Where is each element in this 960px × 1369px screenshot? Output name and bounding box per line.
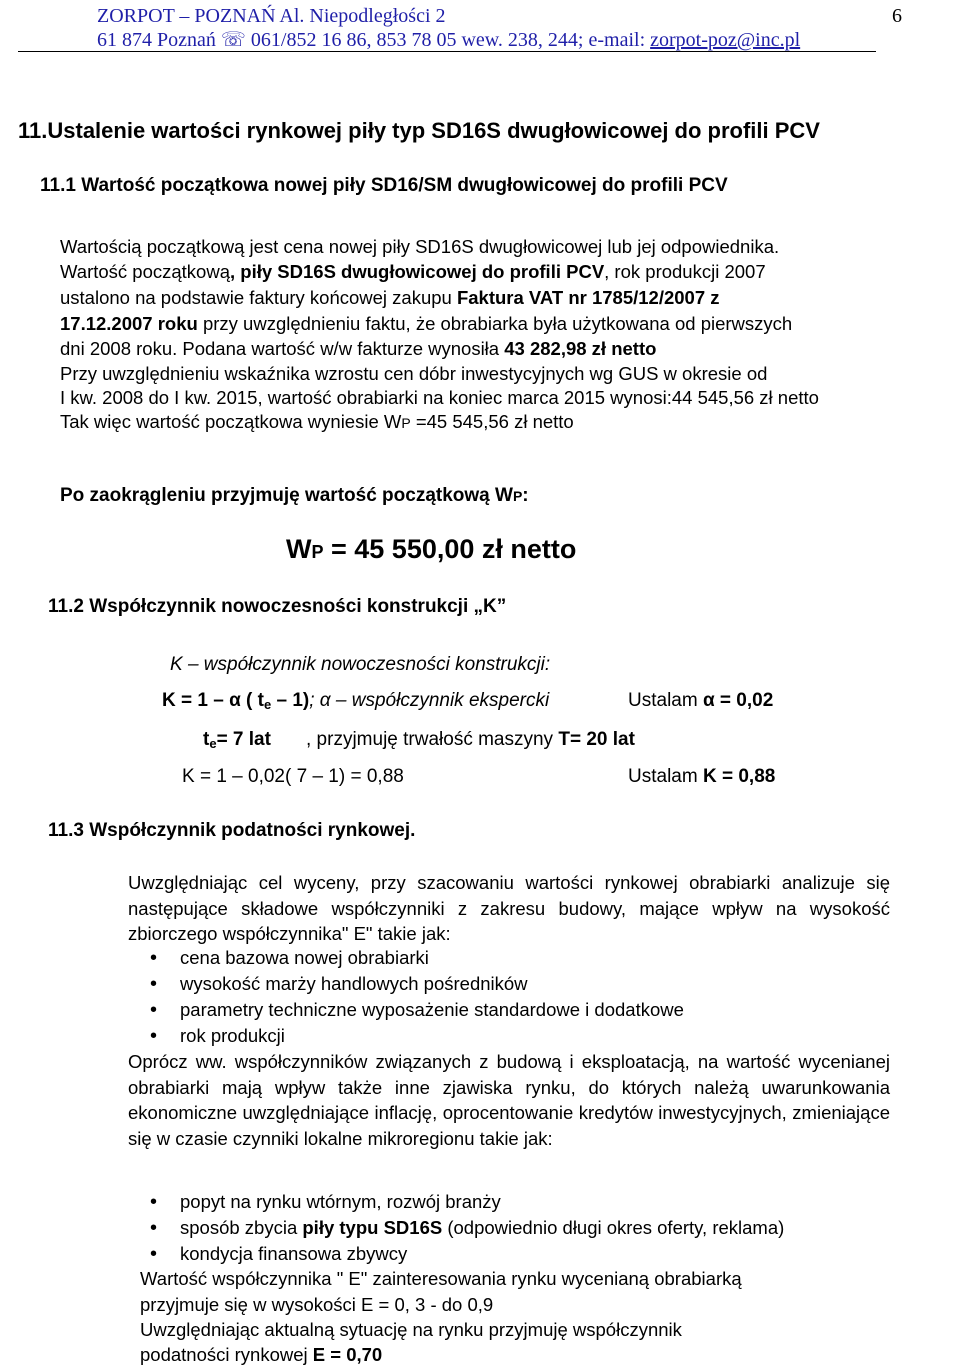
subscript: P (401, 415, 411, 431)
text-run: t (203, 729, 210, 750)
text-run: W (286, 534, 312, 564)
paragraph: Uwzględniając cel wyceny, przy szacowaniu wartości rynkowej obrabiarki analizuje się następujące składowe współczynniki z zakresu budowy, mające wpływ na wysokość zbiorczego współczynnika" E" takie jak: (128, 872, 890, 944)
text-run: ; α – współczynnik ekspercki (309, 690, 550, 711)
k-formula (162, 690, 549, 712)
text-run: =45 545,56 zł netto (410, 411, 574, 432)
header-phones: 061/852 16 86, 853 78 05 wew. 238, 244; e-mail: (245, 29, 651, 51)
text-run-bold: α = 0,02 (702, 690, 774, 711)
text-run: Ustalam (628, 690, 703, 711)
paragraph-line: Przy uwzględnieniu wskaźnika wzrostu cen dóbr inwestycyjnych wg GUS w okresie od (60, 363, 768, 384)
initial-value-result (286, 534, 576, 565)
text-run-bold: , piły SD16S dwugłowicowej do profili PCV (230, 261, 605, 282)
subscript: e (209, 736, 217, 751)
invoice-date: 17.12.2007 roku (60, 313, 198, 334)
subsection-11-2-title: 11.2 Współczynnik nowoczesności konstrukcji „K” (48, 596, 507, 617)
te-line (203, 729, 271, 751)
text-run: – 1) (271, 690, 310, 711)
paragraph-line: Wartość współczynnika " E" zainteresowania rynku wycenianą obrabiarką (140, 1268, 742, 1289)
text-run: sposób zbycia (180, 1217, 303, 1238)
subsection-11-1-title: 11.1 Wartość początkowa nowej piły SD16/SM dwugłowicowej do profili PCV (40, 175, 728, 196)
text-run: Ustalam (628, 766, 703, 787)
text-run: Tak więc wartość początkowa wyniesie W (60, 411, 402, 432)
list-item: • kondycja finansowa zbywcy (128, 1241, 784, 1267)
subsection-11-3-title: 11.3 Współczynnik podatności rynkowej. (48, 820, 416, 841)
header-email-link[interactable]: zorpot-poz@inc.pl (650, 29, 801, 51)
text-run-bold: piły typu SD16S (302, 1217, 443, 1238)
k-definition: K – współczynnik nowoczesności konstrukcji: (170, 654, 551, 675)
text-run: dni 2008 roku. Podana wartość w/w fakturze wynosiła (60, 338, 505, 359)
paragraph-line: Wartością początkową jest cena nowej piły SD16S dwugłowicowej lub jej odpowiednika. (60, 236, 780, 257)
text-run: : (522, 485, 529, 506)
list-item: • parametry techniczne wyposażenie standardowe i dodatkowe (128, 997, 684, 1023)
paragraph-line (60, 285, 720, 311)
list-item: • popyt na rynku wtórnym, rozwój branży (128, 1189, 784, 1215)
paragraph-line (60, 311, 792, 337)
text-run: , przyjmuję trwałość maszyny (306, 729, 559, 750)
list-item: • cena bazowa nowej obrabiarki (128, 945, 684, 971)
e-result: E = 0,70 (312, 1344, 383, 1365)
text-run-bold: T= 20 lat (558, 729, 635, 750)
text-run: przy uwzględnieniu faktu, że obrabiarka była użytkowana od pierwszych (197, 313, 793, 334)
subscript: P (512, 488, 523, 504)
header-rule (18, 51, 876, 52)
market-factors-list (128, 1189, 784, 1267)
text-run: = 45 550,00 zł netto (323, 534, 577, 564)
paragraph-line: I kw. 2008 do I kw. 2015, wartość obrabiarki na koniec marca 2015 wynosi:44 545,56 zł netto (60, 387, 819, 408)
paragraph-line: Uwzględniając aktualną sytuację na rynku przyjmuję współczynnik (140, 1319, 682, 1340)
text-run: Po zaokrągleniu przyjmuję wartość początkową W (60, 485, 513, 506)
invoice-number: Faktura VAT nr 1785/12/2007 z (456, 287, 720, 308)
text-run: ustalono na podstawie faktury końcowej zakupu (60, 287, 457, 308)
subscript: e (263, 697, 272, 712)
list-item (128, 1215, 784, 1241)
paragraph-line (140, 1342, 382, 1368)
k-result (628, 766, 775, 788)
phone-icon: ☏ (220, 29, 246, 51)
text-run: K = 1 – α ( t (162, 690, 264, 711)
paragraph-line: przyjmuje się w wysokości E = 0, 3 - do 0,9 (140, 1294, 494, 1315)
text-run-bold: K = 0,88 (702, 766, 776, 787)
list-item: • wysokość marży handlowych pośredników (128, 971, 684, 997)
header-contact (97, 29, 800, 51)
subscript: P (311, 542, 324, 562)
text-run: Wartość początkową (60, 261, 230, 282)
factors-list (128, 945, 684, 1049)
alpha-value (628, 690, 773, 712)
text-run: , rok produkcji 2007 (604, 261, 766, 282)
durability-line (306, 729, 635, 751)
text-run: podatności rynkowej (140, 1344, 313, 1365)
rounding-statement (60, 485, 529, 507)
paragraph-line (60, 259, 766, 285)
text-run: (odpowiednio długi okres oferty, reklama) (442, 1217, 785, 1238)
paragraph: Oprócz ww. współczynników związanych z budową i eksploatacją, na wartość wycenianej obrabiarki mają wpływ także inne zjawiska rynku, do których należą uwarunkowania ekonomiczne uwzględniające inflację, oprocentowanie kredytów inwestycyjnych, zmieniające się w czasie czynniki lokalne mikroregionu takie jak: (128, 1051, 890, 1149)
paragraph-line (60, 409, 574, 436)
page-number: 6 (892, 5, 902, 27)
list-item: • rok produkcji (128, 1023, 684, 1049)
text-run: = 7 lat (216, 729, 271, 750)
header-address: ZORPOT – POZNAŃ Al. Niepodległości 2 (97, 5, 446, 27)
section-title: 11.Ustalenie wartości rynkowej piły typ SD16S dwugłowicowej do profili PCV (18, 118, 820, 143)
paragraph-line (60, 336, 656, 362)
header-city: 61 874 Poznań (97, 29, 221, 51)
k-calculation: K = 1 – 0,02( 7 – 1) = 0,88 (182, 766, 404, 787)
invoice-value: 43 282,98 zł netto (504, 338, 657, 359)
